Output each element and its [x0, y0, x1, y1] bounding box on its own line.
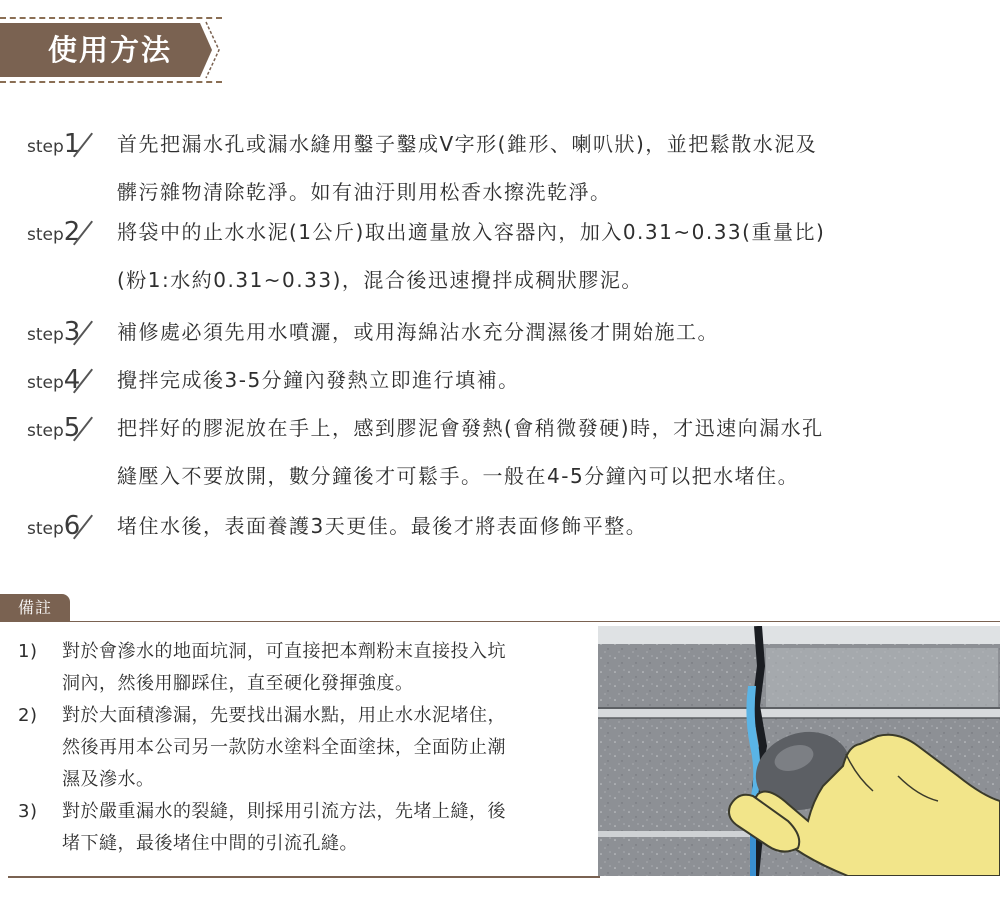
note-text-line: 洞內，然後用腳踩住，直至硬化發揮強度。 [62, 673, 414, 694]
step-label-text: step [27, 373, 64, 393]
step-text [117, 502, 987, 550]
page-title: 使用方法 [48, 33, 173, 67]
note-text-line: 然後再用本公司另一款防水塗料全面塗抹，全面防止潮 [62, 737, 506, 758]
step-text-line: (粉1:水約0.31~0.33)，混合後迅速攪拌成稠狀膠泥。 [117, 268, 643, 292]
notes-divider-bottom [8, 876, 600, 878]
step-text-line: 攪拌完成後3-5分鐘內發熱立即進行填補。 [117, 368, 520, 392]
step-number: 5 [63, 413, 81, 443]
note-item [18, 796, 598, 860]
step-label-text: step [27, 137, 64, 157]
note-item [18, 700, 598, 796]
note-text-line: 對於大面積滲漏，先要找出漏水點，用止水水泥堵住， [62, 705, 506, 726]
step-text [117, 356, 987, 404]
step-number: 1 [63, 129, 81, 159]
step-text-line: 補修處必須先用水噴灑，或用海綿沾水充分潤濕後才開始施工。 [117, 320, 719, 344]
step-text [117, 208, 987, 304]
notes-tab: 備註 [0, 594, 70, 621]
notes-list [18, 636, 598, 860]
note-number: 2) [18, 705, 38, 726]
step-text-line: 堵住水後，表面養護3天更佳。最後才將表面修飾平整。 [117, 514, 648, 538]
step-number: 2 [63, 217, 81, 247]
notes-divider-top [0, 621, 1000, 622]
step-number: 4 [63, 365, 81, 395]
step-text-line: 首先把漏水孔或漏水縫用鑿子鑿成V字形(錐形、喇叭狀)，並把鬆散水泥及 [117, 132, 818, 156]
gloved-hand-plugging-crack-illustration [598, 626, 1000, 876]
banner-dash-bottom [0, 81, 222, 83]
step-text [117, 404, 987, 500]
step-label-text: step [27, 325, 64, 345]
banner-dash-top [0, 17, 222, 19]
note-item [18, 636, 598, 700]
note-number: 1) [18, 641, 38, 662]
step-text [117, 308, 987, 356]
step-text-line: 髒污雜物清除乾淨。如有油汙則用松香水擦洗乾淨。 [117, 180, 612, 204]
step-label-text: step [27, 519, 64, 539]
note-text-line: 對於會滲水的地面坑洞，可直接把本劑粉末直接投入坑 [62, 641, 506, 662]
note-text-line: 濕及滲水。 [62, 769, 155, 790]
note-text-line: 堵下縫，最後堵住中間的引流孔縫。 [62, 833, 358, 854]
note-number: 3) [18, 801, 38, 822]
step-text [117, 120, 987, 216]
note-text-line: 對於嚴重漏水的裂縫，則採用引流方法，先堵上縫，後 [62, 801, 506, 822]
step-number: 3 [63, 317, 81, 347]
step-text-line: 把拌好的膠泥放在手上，感到膠泥會發熱(會稍微發硬)時，才迅速向漏水孔 [117, 416, 824, 440]
step-label-text: step [27, 225, 64, 245]
step-label-text: step [27, 421, 64, 441]
step-number: 6 [63, 511, 81, 541]
step-text-line: 將袋中的止水水泥(1公斤)取出適量放入容器內，加入0.31~0.33(重量比) [117, 220, 826, 244]
step-text-line: 縫壓入不要放開，數分鐘後才可鬆手。一般在4-5分鐘內可以把水堵住。 [117, 464, 800, 488]
